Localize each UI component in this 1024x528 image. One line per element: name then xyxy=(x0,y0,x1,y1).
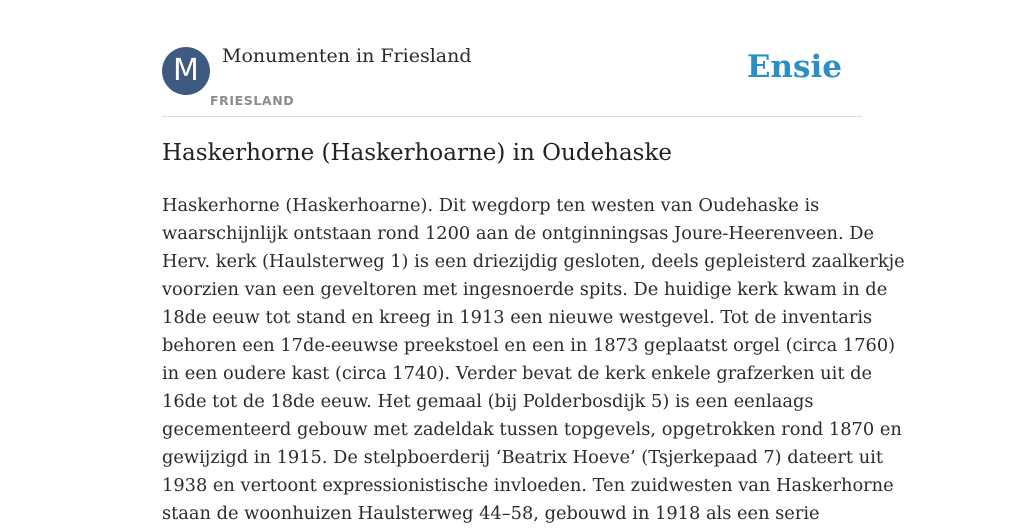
collection-title[interactable]: Monumenten in Friesland xyxy=(222,45,472,67)
article-body xyxy=(162,192,905,528)
article-line: 1938 en vertoont expressionistische invloeden. Ten zuidwesten van Haskerhorne xyxy=(162,475,894,496)
article-line: staan de woonhuizen Haulsterweg 44–58, gebouwd in 1918 als een serie xyxy=(162,503,820,524)
article-line: Herv. kerk (Haulsterweg 1) is een driezijdig gesloten, deels gepleisterd zaalkerkje xyxy=(162,251,905,272)
article-title: Haskerhorne (Haskerhoarne) in Oudehaske xyxy=(162,140,673,166)
article-line: gewijzigd in 1915. De stelpboerderij ‘Beatrix Hoeve’ (Tsjerkepaad 7) dateert uit xyxy=(162,447,884,468)
article-line: gecementeerd gebouw met zadeldak tussen topgevels, opgetrokken rond 1870 en xyxy=(162,419,902,440)
article-line: behoren een 17de-eeuwse preekstoel en een in 1873 geplaatst orgel (circa 1760) xyxy=(162,335,896,356)
article-line: 16de tot de 18de eeuw. Het gemaal (bij Polderbosdijk 5) is een eenlaags xyxy=(162,391,814,412)
article-line: 18de eeuw tot stand en kreeg in 1913 een nieuwe westgevel. Tot de inventaris xyxy=(162,307,873,328)
article-line: voorzien van een geveltoren met ingesnoerde spits. De huidige kerk kwam in de xyxy=(162,279,888,300)
avatar[interactable]: M xyxy=(162,47,210,95)
article-line: waarschijnlijk ontstaan rond 1200 aan de ontginningsas Joure-Heerenveen. De xyxy=(162,223,875,244)
brand-logo[interactable]: Ensie xyxy=(746,49,842,85)
page-header xyxy=(162,0,862,117)
collection-subtitle[interactable]: FRIESLAND xyxy=(210,93,295,108)
article-line: in een oudere kast (circa 1740). Verder bevat de kerk enkele grafzerken uit de xyxy=(162,363,873,384)
article-line: Haskerhorne (Haskerhoarne). Dit wegdorp ten westen van Oudehaske is xyxy=(162,195,820,216)
